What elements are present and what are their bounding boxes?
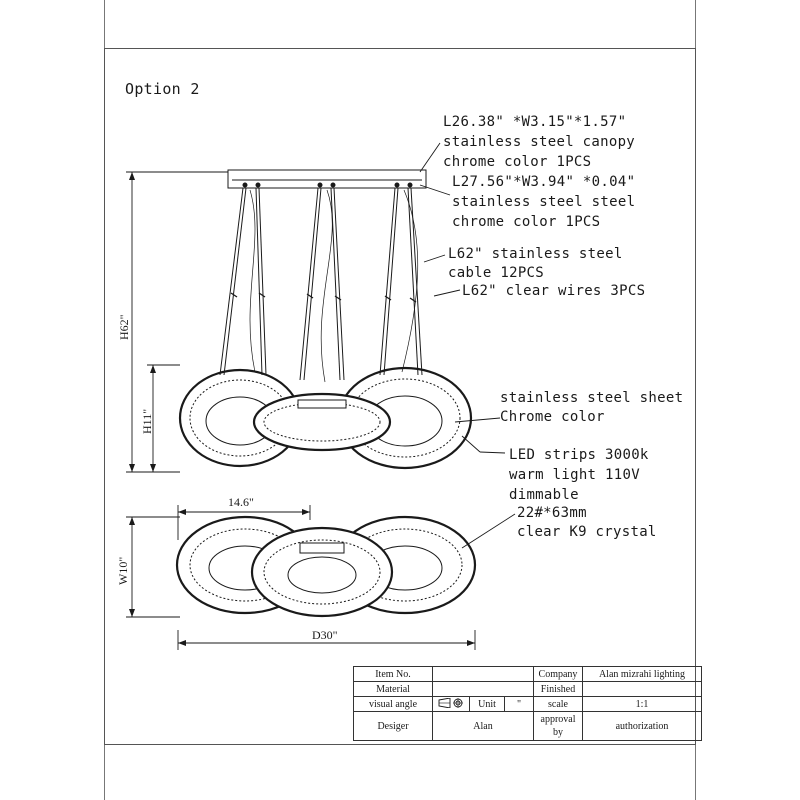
suspension-cables <box>220 188 422 382</box>
rod-color-label: chrome color 1PCS <box>452 214 601 230</box>
designer-label: Desiger <box>354 712 433 741</box>
unit-label: Unit <box>470 697 505 712</box>
first-angle-projection-icon <box>438 698 464 708</box>
authorization-label: authorization <box>583 712 702 741</box>
scale-label: scale <box>534 697 583 712</box>
cable-qty-label: cable 12PCS <box>448 265 545 281</box>
finished-label: Finished <box>534 682 583 697</box>
dimension-diameter: D30" <box>312 628 338 642</box>
rod-material-label: stainless steel steel <box>452 194 636 210</box>
item-no-value <box>433 667 534 682</box>
company-value: Alan mizrahi lighting <box>583 667 702 682</box>
dimension-ring-width: 14.6" <box>228 495 254 509</box>
company-label: Company <box>534 667 583 682</box>
canopy-material-label: stainless steel canopy <box>443 134 636 150</box>
crystal-size-label: 22#*63mm <box>517 505 587 521</box>
crystal-type-label: clear K9 crystal <box>517 524 657 540</box>
dimension-height-total: H62" <box>117 314 131 340</box>
approval-label: approval by <box>534 712 583 741</box>
scale-value: 1:1 <box>583 697 702 712</box>
finished-value <box>583 682 702 697</box>
canopy-size-label: L26.38" *W3.15"*1.57" <box>443 114 627 130</box>
unit-value: " <box>505 697 534 712</box>
rod-size-label: L27.56"*W3.94" *0.04" <box>452 174 636 190</box>
designer-value: Alan <box>433 712 534 741</box>
sheet-material-label: stainless steel sheet <box>500 390 684 406</box>
option-title: Option 2 <box>125 80 200 98</box>
wires-label: L62" clear wires 3PCS <box>462 283 646 299</box>
led-light-label: warm light 110V <box>509 467 640 483</box>
projection-symbol-icon <box>433 697 470 712</box>
led-strip-label: LED strips 3000k <box>509 447 649 463</box>
plan-ring-center <box>252 528 392 616</box>
material-value <box>433 682 534 697</box>
visual-angle-label: visual angle <box>354 697 433 712</box>
led-dimmable-label: dimmable <box>509 487 579 503</box>
cable-size-label: L62" stainless steel <box>448 246 623 262</box>
elevation-ring-center <box>254 394 390 450</box>
canopy-color-label: chrome color 1PCS <box>443 154 592 170</box>
dimension-height-body: H11" <box>140 408 154 434</box>
dimension-width: W10" <box>116 556 130 585</box>
item-no-label: Item No. <box>354 667 433 682</box>
material-label: Material <box>354 682 433 697</box>
sheet-color-label: Chrome color <box>500 409 605 425</box>
title-block <box>353 666 702 741</box>
